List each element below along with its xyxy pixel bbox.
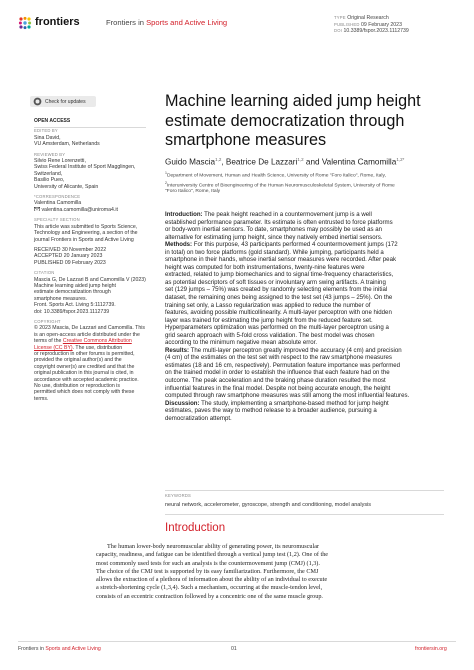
affiliation-sup: 1: [165, 171, 167, 175]
affiliation-sup: 2: [165, 180, 167, 185]
abstract-line: influential features in the final model. Despite not being accurate enough, the height: [165, 384, 391, 392]
published-value: 09 February 2023: [361, 21, 402, 28]
copyright-title: COPYRIGHT: [34, 318, 61, 324]
title-line: Machine learning aided jump height: [165, 92, 421, 110]
affiliation-line: "Foro Italico", Rome, Italy: [165, 189, 221, 195]
reviewer-line: Switzerland,: [34, 170, 63, 177]
author-list: Guido Mascia$^{1,2}$, Beatrice De Lazzari$^{1,2}$ and Valentina Camomilla$^{1,2*}$: [165, 157, 405, 167]
abstract-line: estimates, paves the way to method release to a broader audience, pursuing a: [165, 407, 377, 415]
email-icon: [34, 207, 40, 212]
copyright-line: . The use, distribution: [72, 344, 123, 351]
reviewed-by-title: REVIEWED BY: [34, 151, 66, 157]
author-sup: 1,2: [297, 157, 304, 162]
email-address: valentina.camomilla@uniroma4.it: [41, 206, 118, 213]
copyright-line: original publication in this journal is cited, in: [34, 370, 134, 377]
author-sup: 1,2*: [396, 157, 405, 162]
citation-line: Machine learning aided jump height: [34, 282, 116, 289]
copyright-line: or reproduction in other forums is permitted,: [34, 351, 135, 357]
citation-title: CITATION: [34, 270, 55, 276]
check-updates-label: Check for updates: [45, 98, 86, 105]
copyright-line: No use, distribution or reproduction is: [34, 383, 120, 390]
intro-line: most commonly used tests for such an analysis is the countermovement jump (CMJ) (1,3).: [96, 559, 320, 567]
citation-line: Front. Sports Act. Living 5:1112739.: [34, 302, 116, 309]
abstract-line: or body-worn inertial sensors. To date, smartphones may possibly be used as an: [165, 226, 383, 234]
abstract-line: established performance parameter. Its estimate is often entrusted to force platforms: [165, 218, 393, 226]
citation-line: doi: 10.3389/fspor.2023.1112739: [34, 308, 110, 315]
abstract-label: Methods:: [165, 241, 193, 249]
abstract-line: outcome. The peak acceleration and the braking phase duration resulted the most: [165, 377, 386, 385]
intro-line: consists of an eccentric contraction followed by a concentric one of the same muscle group.: [96, 592, 323, 600]
article-meta: [334, 15, 409, 35]
copyright-line: terms.: [34, 395, 49, 402]
published-label: PUBLISHED: [334, 21, 360, 27]
title-line: estimate democratization through: [165, 111, 405, 130]
specialty-line: Technology and Engineering, a section of the: [34, 230, 138, 237]
copyright-line: permitted which does not comply with these: [34, 389, 135, 396]
abstract-line: democratization attempt.: [165, 414, 232, 422]
type-label: TYPE: [334, 15, 346, 20]
abstract-line: grid search approach with 5-fold cross validation. The best model was chosen: [165, 331, 375, 339]
specialty-line: This article was submitted to Sports Science,: [34, 223, 138, 230]
correspondence-email[interactable]: [34, 207, 160, 213]
citation-line: smartphone measures.: [34, 295, 88, 302]
abstract-line: The study, implementing a smartphone-based method for jump height: [201, 399, 389, 407]
frontiers-logo-icon: [18, 16, 32, 30]
abstract-line: For this purpose, 43 participants performed 4 countermovement jumps (172: [193, 241, 398, 249]
editor-affiliation: VU Amsterdam, Netherlands: [34, 141, 100, 148]
abstract-label: Introduction:: [165, 211, 203, 218]
intro-line: allows the extraction of a plethora of information about the ability of an individual to execute: [96, 576, 328, 583]
type-value: Original Research: [347, 15, 389, 21]
accepted-date: ACCEPTED 20 January 2023: [34, 253, 103, 260]
copyright-line: is an open-access article distributed under the: [34, 331, 140, 338]
author-sup: 1,2: [215, 157, 222, 162]
copyright-line: © 2023 Mascia, De Lazzari and Camomilla. This: [34, 325, 145, 332]
doi-value[interactable]: 10.3389/fspor.2023.1112739: [343, 28, 409, 35]
abstract-line: on the trained model in order to establish the influence that each feature had on the: [165, 369, 390, 377]
open-access-label: OPEN ACCESS: [34, 118, 71, 124]
abstract-line: features, avoiding possible multicollinearity. A multi-layer perceptron with one hidden: [165, 309, 392, 317]
affiliation-line: Department of Movement, Human and Health Science, University of Rome "Foro Italico", Rome, Italy,: [166, 173, 386, 179]
keywords-title: KEYWORDS: [165, 493, 192, 498]
header-journal-prefix: Frontiers in: [106, 18, 144, 27]
abstract-line: layer was trained for estimating the jump height from the reduced feature set.: [165, 316, 373, 324]
correspondence-title: *CORRESPONDENCE: [34, 194, 81, 200]
abstract-label: Discussion:: [165, 399, 200, 407]
affiliation-line: Interuniversity Centre of Bioengineering of the Human Neuromusculoskeletal System, University of Rome: [166, 183, 395, 189]
reviewer-line: University of Alicante, Spain: [34, 183, 99, 190]
abstract-line: alternative for estimating jump height, since they natively embed inertial sensors.: [165, 233, 383, 241]
abstract-line: dataset, the remaining ones being assigned to the test set (43 jumps – 25%). On the: [165, 294, 393, 302]
affiliations: [165, 170, 465, 195]
copyright-line: accordance with accepted academic practice.: [34, 376, 139, 383]
abstract-line: according to the minimum negative mean absolute error.: [165, 339, 318, 347]
copyright-line: terms of the: [34, 338, 62, 345]
intro-line: The human lower-body neuromuscular ability of generating power, its neuromuscular: [107, 543, 320, 550]
check-updates-badge[interactable]: [30, 96, 96, 107]
copyright-line: provided the original author(s) and the: [34, 357, 122, 364]
intro-body: [96, 543, 449, 601]
abstract-line: The multi-layer perceptron greatly improved the accuracy (4 cm) and precision: [190, 346, 402, 354]
edited-by-title: EDITED BY: [34, 128, 58, 134]
frontiers-logo[interactable]: [18, 16, 98, 30]
published-date: PUBLISHED 09 February 2023: [34, 259, 106, 266]
abstract-line: estimates (18 and 16 cm, respectively). Permutation feature importance was performed: [165, 361, 401, 369]
abstract-line: training set only, a Lasso regularization was applied to reduce the number of: [165, 301, 371, 309]
citation-line: estimate democratization through: [34, 289, 111, 296]
copyright-line: copyright owner(s) are credited and that the: [34, 363, 135, 370]
footer-journal-name[interactable]: Sports and Active Living: [45, 646, 101, 652]
footer-journal-prefix: Frontiers in: [18, 646, 44, 652]
doi-label: DOI: [334, 28, 343, 34]
intro-heading: Introduction: [165, 522, 226, 534]
abstract-label: Results:: [165, 346, 190, 354]
editor-name: Sina David,: [34, 134, 61, 141]
footer-journal: [18, 646, 101, 652]
reviewer-line: Basilio Pueo,: [34, 177, 65, 184]
intro-line: The choice of the CMJ test is supported by its easy familiarization. Furthermore, the CMJ: [96, 567, 319, 575]
abstract-line: height was computed for both instrumentations, twenty-nine features were: [165, 263, 365, 271]
author-name[interactable]: Guido Mascia: [165, 157, 216, 167]
header-journal-name[interactable]: Sports and Active Living: [146, 18, 228, 27]
intro-line: a stretch-shortening cycle (1,3,4). Such a mechanism, occurring at the muscle-tendon level,: [96, 584, 323, 592]
abstract-line: smartphone in their hands, whose inertial sensor measures were recorded. After peak: [165, 256, 397, 264]
brand-name: frontiers: [35, 16, 80, 28]
intro-line: capacity, readiness, and fatigue can be identified through a vertical jump test (1,2). One of the: [96, 551, 329, 559]
author-name[interactable]: Beatrice De Lazzari: [225, 157, 298, 167]
abstract-line: extracted, related to jump biomechanics and to signal time-frequency characteristics,: [165, 271, 394, 279]
abstract-line: as potential descriptors of soft tissues or involuntary arm swing artifacts. A training: [165, 278, 386, 286]
article-title: [165, 92, 455, 151]
author-name[interactable]: and Valentina Camomilla: [305, 157, 397, 167]
page-number: 01: [231, 646, 237, 652]
footer-site-link[interactable]: frontiersin.org: [415, 646, 447, 652]
cc-license-link[interactable]: License (CC BY): [34, 344, 73, 351]
abstract-line: set (129 jumps – 75%) was created by randomly selecting elements from the initial: [165, 286, 388, 294]
cc-license-link[interactable]: Creative Commons Attribution: [62, 338, 132, 345]
header-journal: [106, 18, 227, 27]
received-date: RECEIVED 30 November 2022: [34, 246, 107, 253]
abstract-line: in total) on two force platforms (gold standard). While jumping, participants held a: [165, 248, 384, 256]
keywords-text: neural network, accelerometer, gyroscope, strength and conditioning, model analysis: [165, 502, 372, 508]
reviewer-line: Swiss Federal Institute of Sport Magglingen,: [34, 164, 136, 171]
correspondence-name: Valentina Camomilla: [34, 200, 82, 207]
reviewer-line: Silvio Rene Lorenzetti,: [34, 158, 86, 165]
keywords: [165, 493, 444, 508]
title-line: smartphone measures: [165, 131, 327, 149]
specialty-title: SPECIALTY SECTION: [34, 217, 80, 223]
sidebar: [34, 118, 160, 402]
abstract-line: The peak height reached in a countermovement jump is a well: [204, 211, 372, 218]
abstract-line: Hyperparameters optimization was performed on the multi-layer perceptron using a: [165, 324, 389, 332]
citation-line: Mascia G, De Lazzari B and Camomilla V (2023): [34, 276, 146, 283]
abstract: [165, 211, 444, 422]
abstract-line: (4 cm) of the estimates on the test set with respect to the raw smartphone measures: [165, 354, 392, 362]
specialty-line: journal Frontiers in Sports and Active Living: [34, 236, 134, 243]
abstract-line: computed through raw smartphone measures was still among the most influential features.: [165, 392, 410, 400]
refresh-icon: [33, 97, 42, 106]
